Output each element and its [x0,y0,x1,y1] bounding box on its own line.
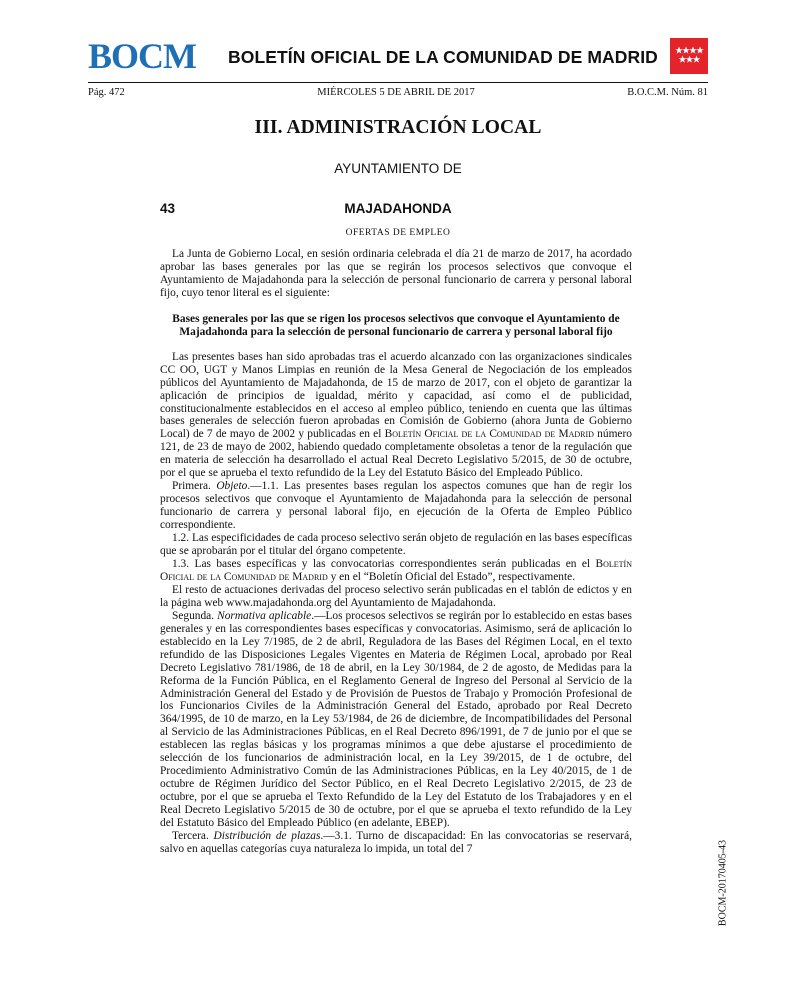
clause-1-3-text-a: 1.3. Las bases específicas y las convocatorias correspondientes serán publicadas en el [172,557,596,570]
bocm-reference-2: Boletín Oficial de la Comunidad de Madrid [160,557,632,583]
issue-date: MIÉRCOLES 5 DE ABRIL DE 2017 [317,87,475,98]
article-segunda-lead: Segunda. [172,609,218,622]
entity-heading: AYUNTAMIENTO DE [334,161,462,176]
bocm-logo: BOCM [88,36,196,76]
announcement-number: 43 [160,201,176,216]
article-tercera-title: Distribución de plazas [213,829,321,842]
body-text [160,248,632,856]
preamble-paragraph [160,351,632,481]
header-divider [88,82,708,83]
bocm-reference: Boletín Oficial de la Comunidad de Madrid [384,428,594,441]
article-tercera-lead: Tercera. [172,829,214,842]
article-primera-title: Objeto [216,480,248,493]
article-segunda-text: .—Los procesos selectivos se regirán por lo establecido en estas bases generales y en las correspondientes bases específicas y convocatorias. Asimismo, será de aplicación lo establecido en la Ley 7/1985, de 2 de abril, Reguladora de las Bases del Régimen Local, en el texto refundido de las Disposiciones Legales Vigentes en Materia de Régimen Local, aprobado por Real Decreto Legislativo 781/1986, de 18 de abril, en la Ley 30/1984, de 2 de agosto, de Medidas para la Reforma de la Función Pública, en el Reglamento General de Ingreso del Personal al Servicio de la Administración General del Estado y de Provisión de Puestos de Trabajo y Promoción Profesional de los Funcionarios Civiles de la Administración General del Estado, aprobado por Real Decreto 364/1995, de 10 de marzo, en la Ley 53/1984, de 26 de diciembre, de Incompatibilidades del Personal al Servicio de las Administraciones Públicas, en el Real Decreto 896/1991, de 7 de junio por el que se establecen las reglas básicas y los programas mínimos a que debe ajustarse el procedimiento de selección de los funcionarios de administración local, en la Ley 39/2015, de 1 de octubre, del Procedimiento Administrativo Común de las Administraciones Públicas, en la Ley 40/2015, de 1 de octubre de Régimen Jurídico del Sector Público, en el Real Decreto Legislativo 2/2015, de 23 de octubre, por el que se aprueba el Texto Refundido de la Ley del Estatuto de los Trabajadores y en el Real Decreto Legislativo 5/2015 de 30 de octubre, por el que se aprueba el texto refundido de la Ley del Estatuto Básico del Empleado Público (en adelante, EBEP). [160,609,632,830]
publication-paragraph: El resto de actuaciones derivadas del proceso selectivo serán publicadas en el tablón de edictos y en la página web www.majadahonda.org del Ayuntamiento de Majadahonda. [160,583,632,609]
article-primera-text: .—1.1. Las presentes bases regulan los aspectos comunes que han de regir los procesos selectivos que convoque el Ayuntamiento de Majadahonda para la selección de personal funcionario de carrera y personal laboral fijo, en ejecución de la Oferta de Empleo Público correspondiente. [160,480,632,532]
article-primera [160,480,632,532]
preamble-text-b: número 121, de 23 de mayo de 2002, habiendo quedado completamente obsoletas a tenor de la regulación que en materia de selección ha desarrollado el actual Real Decreto Legislativo 5/2015, de 30 de octubre, por el que se aprueba el texto refundido de la Ley del Estatuto Básico del Empleado Público. [160,428,632,480]
madrid-stars-icon [670,38,708,74]
issue-number: B.O.C.M. Núm. 81 [627,87,708,98]
article-primera-lead: Primera. [172,480,217,493]
side-reference [708,828,738,938]
side-reference-code: BOCM-20170405-43 [717,839,729,927]
topic-heading: OFERTAS DE EMPLEO [345,228,451,238]
bases-subtitle: Bases generales por las que se rigen los procesos selectivos que convoque el Ayuntamiento de Majadahonda para la selección de personal funcionario de carrera y personal laboral fijo [172,312,620,338]
clause-1-3-text-b: y en el “Boletín Oficial del Estado”, respectivamente. [327,570,576,583]
clause-1-3 [160,558,632,584]
clause-1-2: 1.2. Las especificidades de cada proceso selectivo serán objeto de regulación en las bases específicas que se aprobarán por el titular del órgano competente. [160,532,632,558]
madrid-flag-icon [670,38,708,74]
article-segunda [160,610,632,830]
preamble-text-a: Las presentes bases han sido aprobadas tras el acuerdo alcanzado con las organizaciones sindicales CC OO, UGT y Manos Limpias en reunión de la Mesa General de Negociación de los empleados públicos del Ayuntamiento de Majadahonda, de 15 de marzo de 2017, con el objeto de garantizar la aplicación de principios de igualdad, mérito y capacidad, así como el de publicidad, constitucionalmente establecidos en el acceso al empleo público, teniendo en cuenta que las últimas bases generales de selección fueron aprobadas en Comisión de Gobierno (ahora Junta de Gobierno Local) de 7 de mayo de 2002 y publicadas en el [160,350,632,441]
article-segunda-title: Normativa aplicable [217,609,312,622]
article-tercera [160,830,632,856]
section-title: III. ADMINISTRACIÓN LOCAL [254,117,542,138]
page-number: Pág. 472 [88,87,125,98]
bulletin-title: BOLETÍN OFICIAL DE LA COMUNIDAD DE MADRID [228,47,658,67]
article-tercera-text: .—3.1. Turno de discapacidad: En las convocatorias se reservará, salvo en aquellas categorías cuya naturaleza lo impida, un total del 7 [160,829,632,855]
intro-paragraph: La Junta de Gobierno Local, en sesión ordinaria celebrada el día 21 de marzo de 2017, ha acordado aprobar las bases generales por las que se regirán los procesos selectivos que convoque el Ayuntamiento de Majadahonda para la selección de personal funcionario de carrera y personal laboral fijo, cuyo tenor literal es el siguiente: [160,248,632,299]
municipality-heading: MAJADAHONDA [344,201,452,216]
